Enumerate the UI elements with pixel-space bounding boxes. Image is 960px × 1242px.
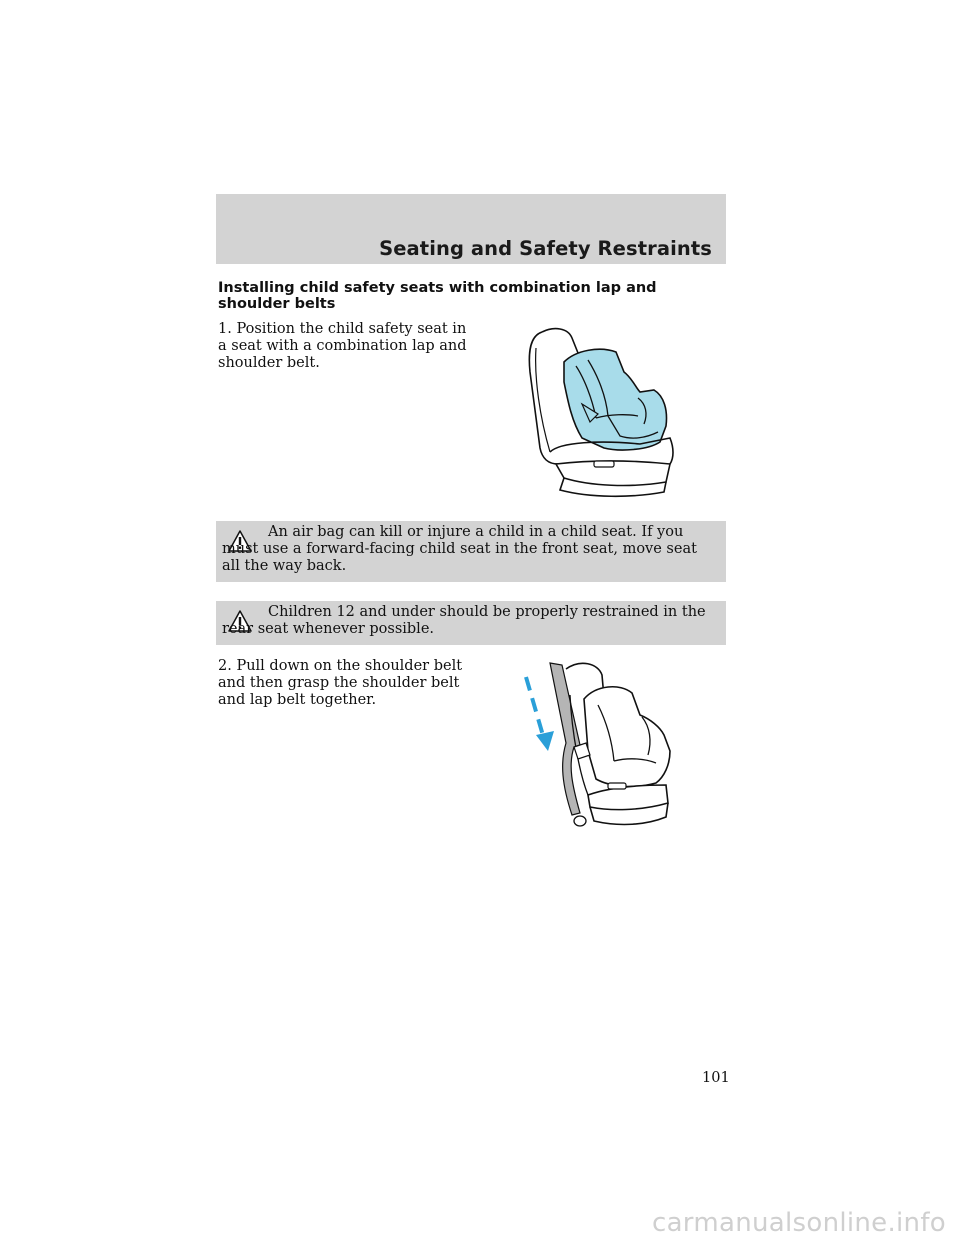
warning-text-rear-seat: Children 12 and under should be properly restrained in the rear seat whenever possible.: [222, 604, 706, 637]
warning-box-airbag: [216, 521, 726, 582]
page-number: 101: [702, 1070, 730, 1086]
belt-pull-illustration: [510, 655, 680, 827]
shoulder-belt: [550, 663, 580, 815]
subheading: Installing child safety seats with combination lap and shoulder belts: [218, 280, 657, 312]
child-seat-shell: [584, 687, 670, 787]
section-title: Seating and Safety Restraints: [379, 237, 712, 260]
warning-box-rear-seat: [216, 601, 726, 645]
pull-arrow-head: [536, 731, 554, 751]
pull-arrow-line: [526, 677, 544, 739]
watermark: carmanualsonline.info: [651, 1208, 946, 1238]
section-header-band: [216, 194, 726, 264]
step-1-text: 1. Position the child safety seat in a seat with a combination lap and shoulder belt.: [218, 321, 467, 371]
warning-text-airbag: An air bag can kill or injure a child in a child seat. If you must use a forward-facing child seat in the front seat, move seat all the way back.: [222, 524, 697, 574]
child-seat-illustration: [520, 318, 680, 500]
step-2-text: 2. Pull down on the shoulder belt and then grasp the shoulder belt and lap belt together.: [218, 658, 463, 708]
